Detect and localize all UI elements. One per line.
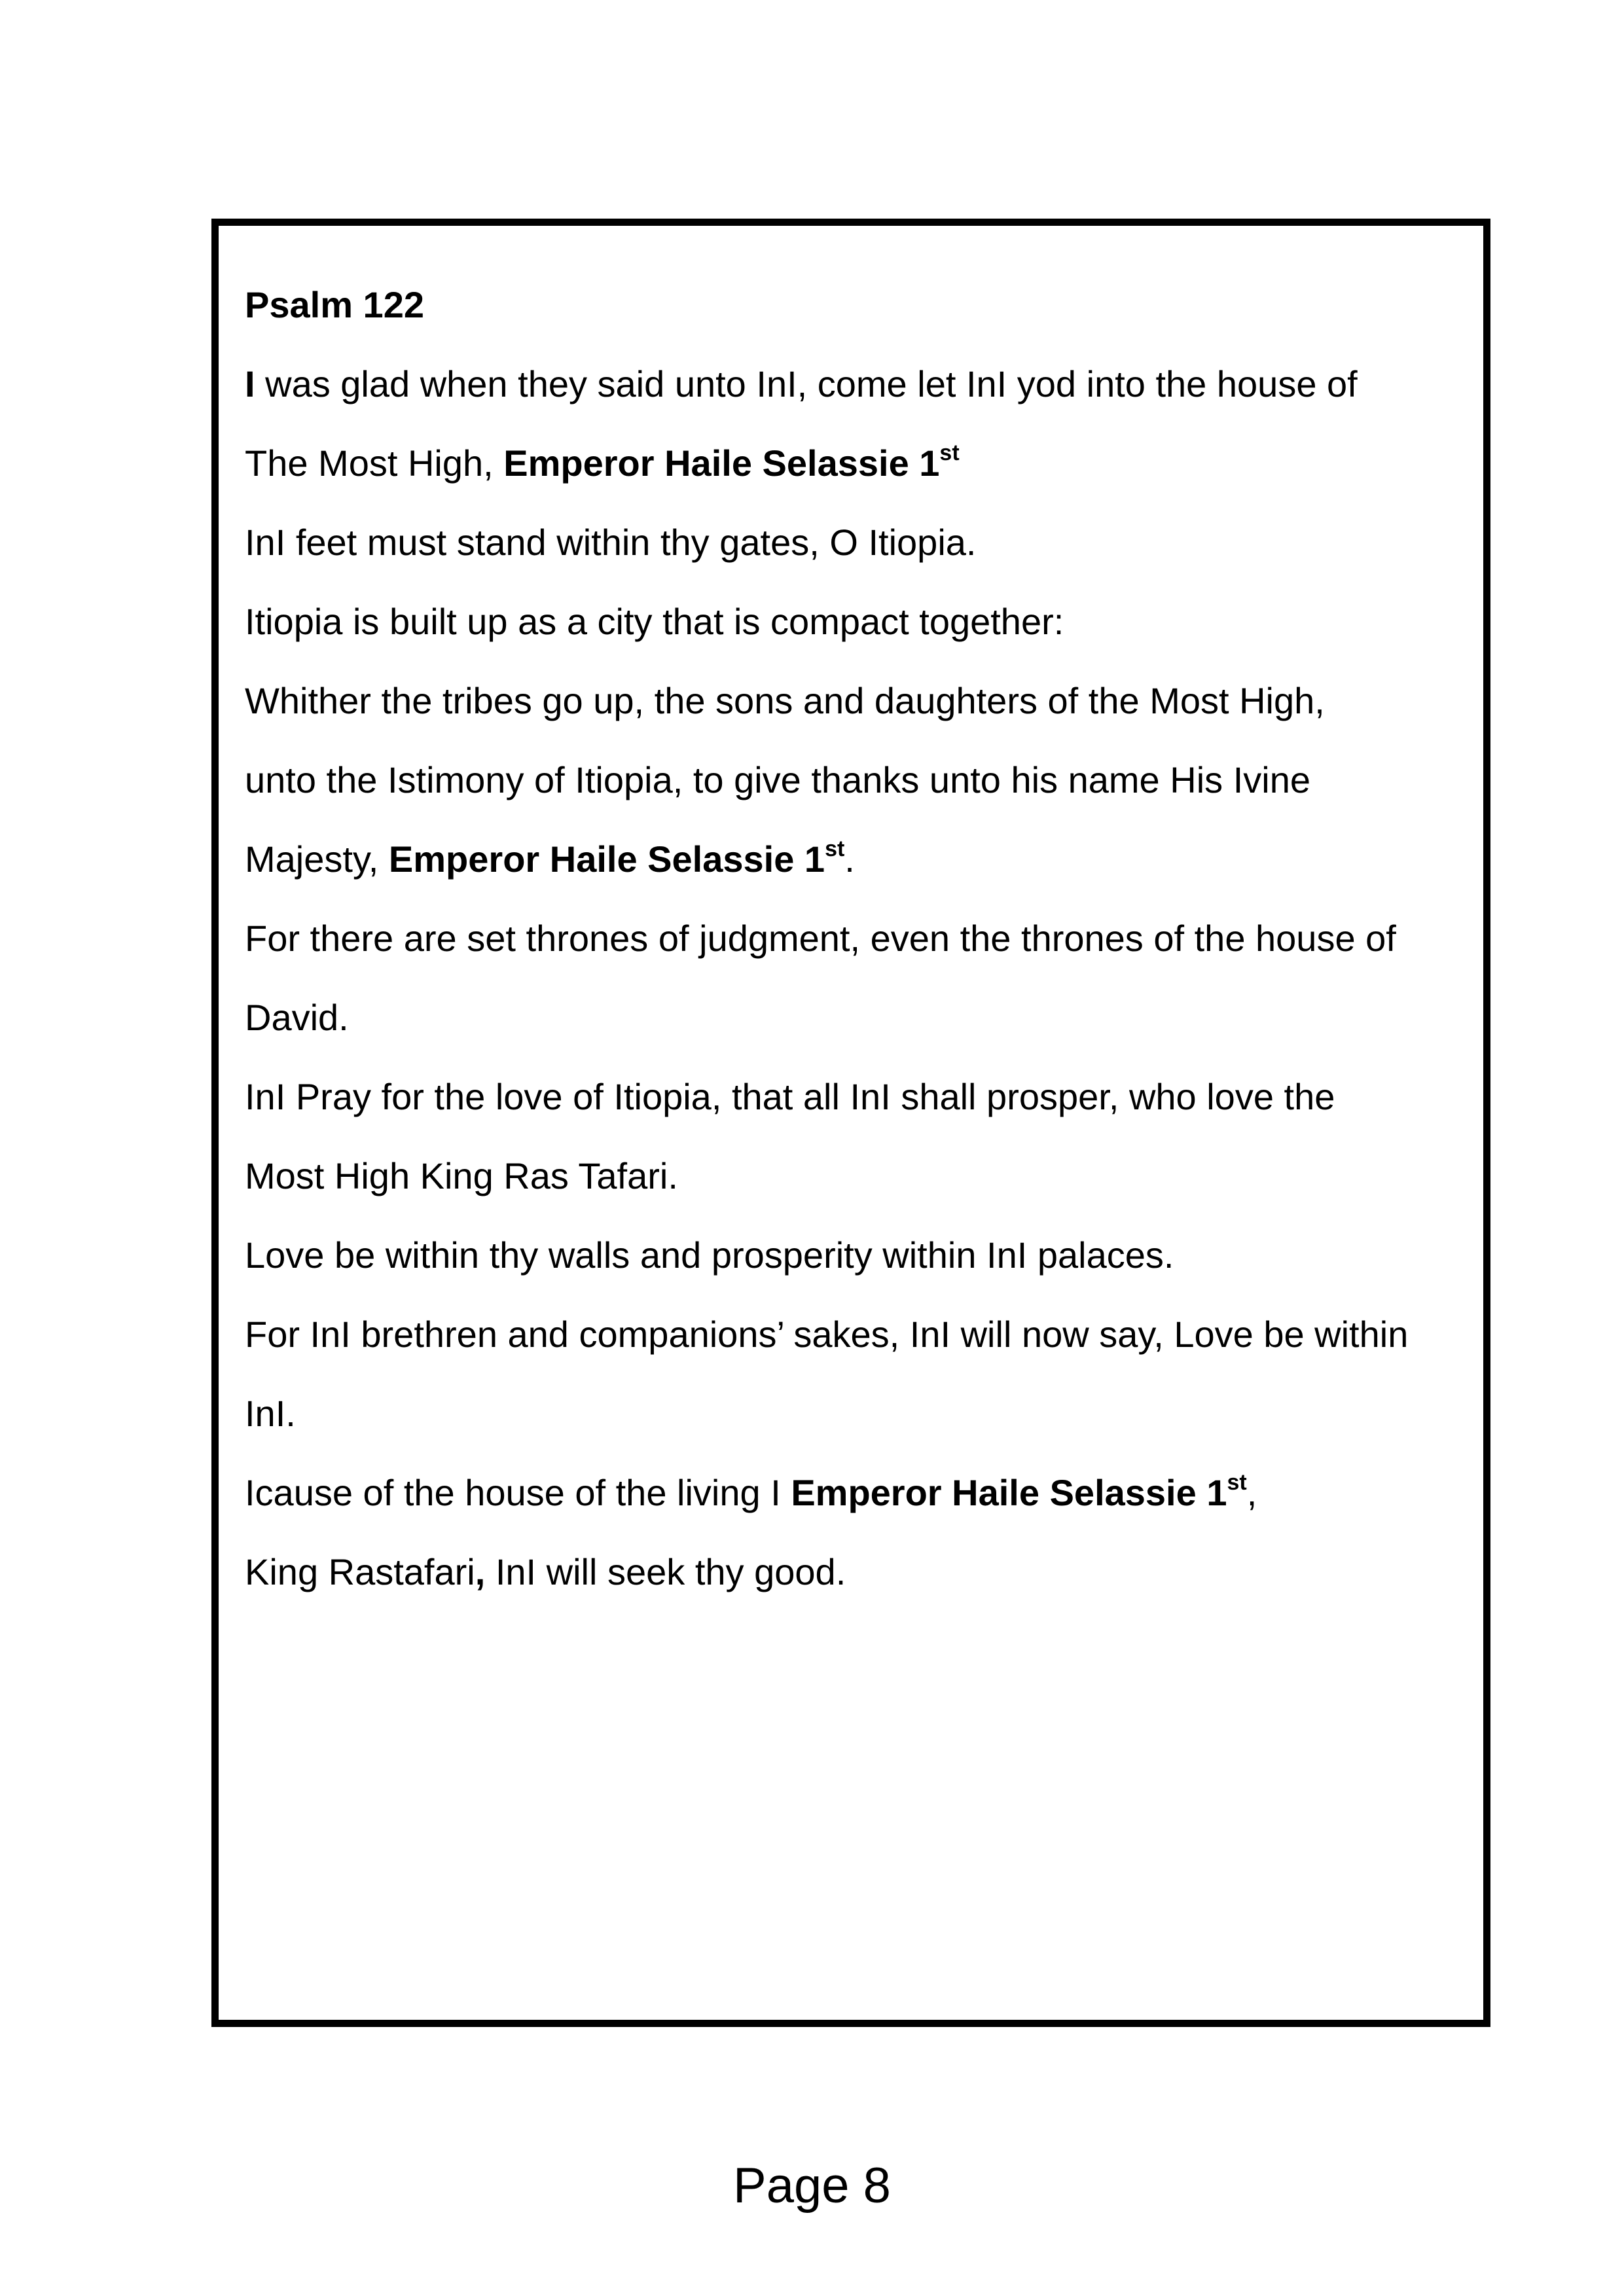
verse-text: The Most High, bbox=[245, 442, 504, 484]
verse-text: Icause of the house of the living I bbox=[245, 1472, 791, 1513]
ordinal-suffix: st bbox=[939, 440, 960, 466]
verse-line-11: Most High King Ras Tafari. bbox=[245, 1155, 678, 1196]
verse-text: King Rastafari bbox=[245, 1551, 475, 1592]
verse-line-3: InI feet must stand within thy gates, O Itiopia. bbox=[245, 522, 977, 563]
verse-bold-comma: , bbox=[475, 1551, 486, 1592]
verse-line-14: InI. bbox=[245, 1393, 296, 1434]
verse-line-13: For InI brethren and companions’ sakes, InI will now say, Love be within bbox=[245, 1314, 1409, 1355]
emperor-name: Emperor Haile Selassie 1 bbox=[791, 1472, 1227, 1513]
psalm-title: Psalm 122 bbox=[245, 284, 424, 325]
verse-line-16 bbox=[245, 1532, 1457, 1611]
psalm-content bbox=[245, 265, 1457, 1611]
verse-line-12: Love be within thy walls and prosperity within InI palaces. bbox=[245, 1234, 1174, 1276]
verse-line-10: InI Pray for the love of Itiopia, that all InI shall prosper, who love the bbox=[245, 1076, 1335, 1117]
verse-line-8: For there are set thrones of judgment, even the thrones of the house of bbox=[245, 918, 1396, 959]
verse-line-15 bbox=[245, 1453, 1457, 1532]
verse-line-2 bbox=[245, 423, 1457, 503]
verse-line-5: Whither the tribes go up, the sons and daughters of the Most High, bbox=[245, 680, 1325, 721]
emperor-name: Emperor Haile Selassie 1 bbox=[388, 838, 825, 880]
verse-line-4: Itiopia is built up as a city that is compact together: bbox=[245, 601, 1064, 642]
verse-line-7 bbox=[245, 819, 1457, 899]
psalm-text-box bbox=[211, 219, 1490, 2027]
verse-line-1 bbox=[245, 344, 1457, 423]
verse-text: InI will seek thy good. bbox=[485, 1551, 846, 1592]
verse-bold-start: I bbox=[245, 363, 255, 404]
verse-line-6: unto the Istimony of Itiopia, to give thanks unto his name His Ivine bbox=[245, 759, 1310, 800]
verse-text: Majesty, bbox=[245, 838, 389, 880]
verse-line-9: David. bbox=[245, 997, 349, 1038]
verse-punctuation: , bbox=[1246, 1472, 1257, 1513]
ordinal-suffix: st bbox=[825, 836, 845, 862]
emperor-name: Emperor Haile Selassie 1 bbox=[503, 442, 940, 484]
verse-punctuation: . bbox=[844, 838, 855, 880]
ordinal-suffix: st bbox=[1227, 1470, 1247, 1496]
page-number: Page 8 bbox=[733, 2158, 891, 2214]
verse-text: was glad when they said unto InI, come let InI yod into the house of bbox=[255, 363, 1358, 404]
